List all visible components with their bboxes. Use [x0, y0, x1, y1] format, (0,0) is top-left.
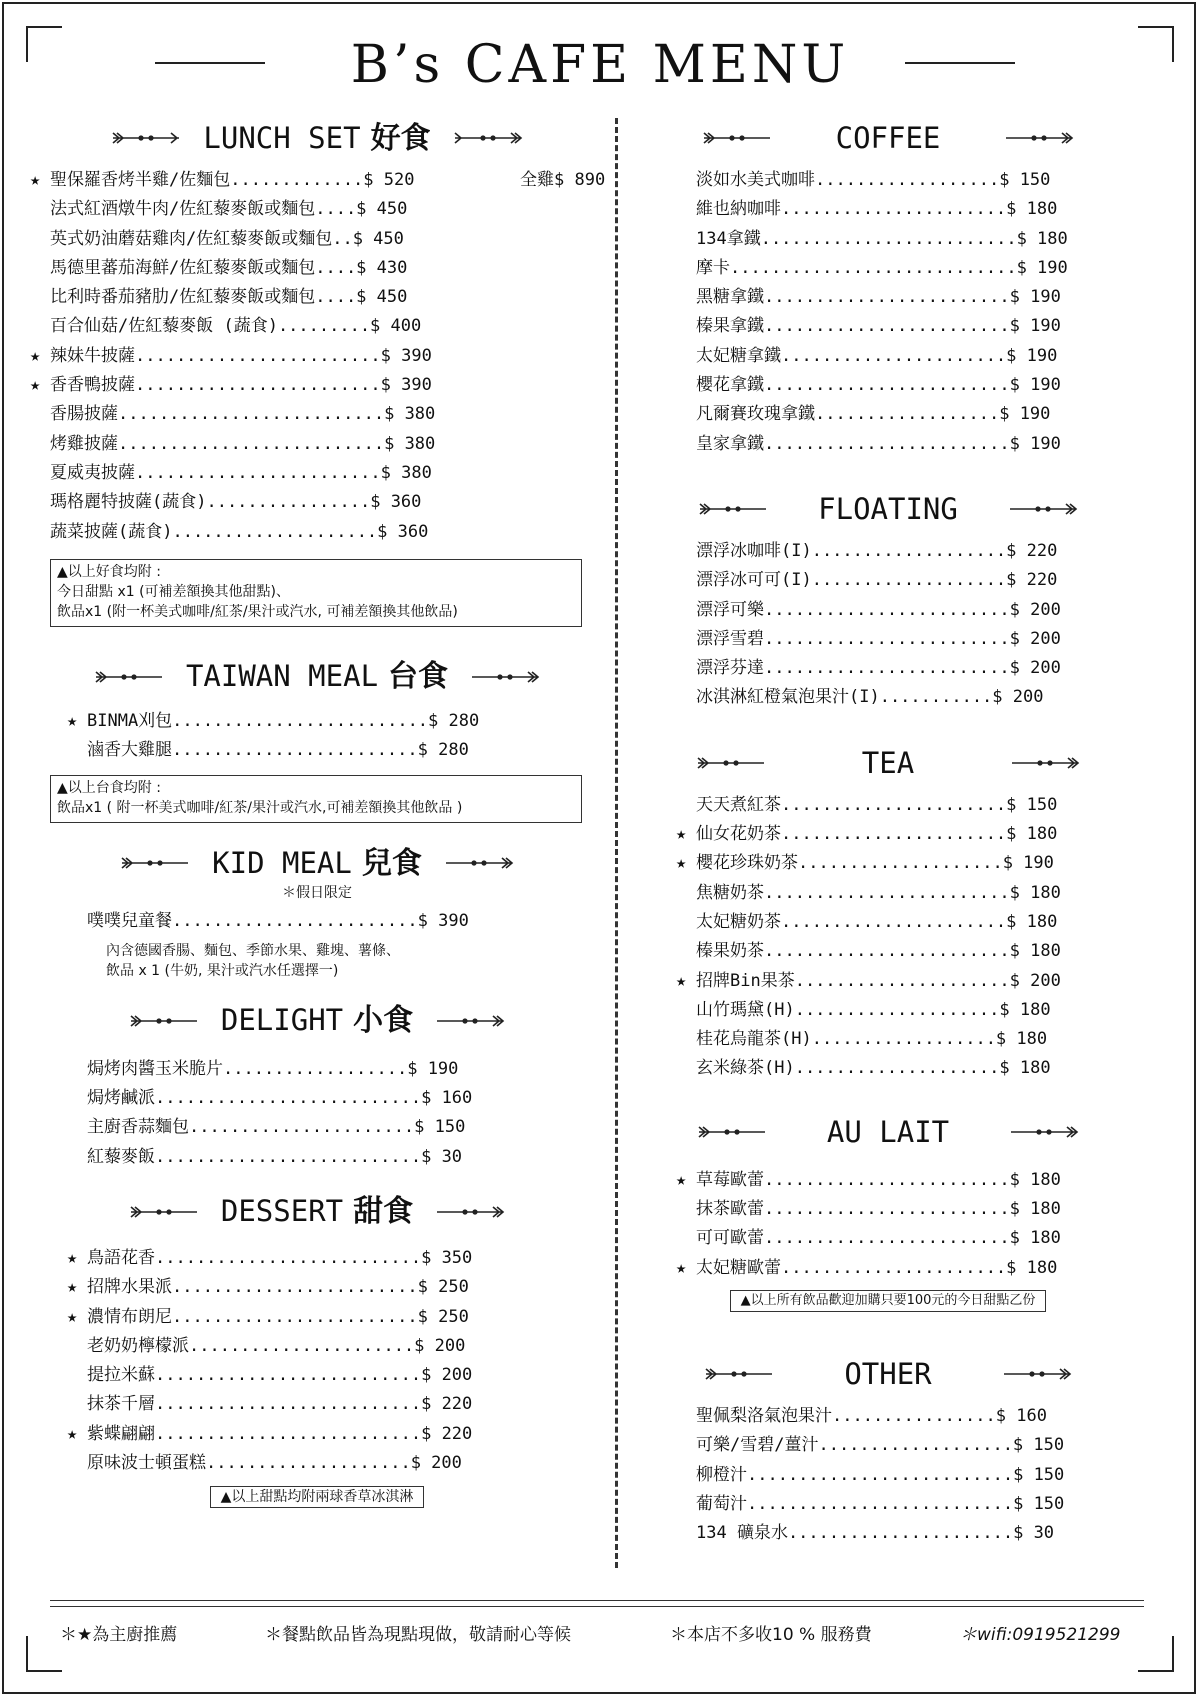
footer-made-to-order-note: ＊餐點飲品皆為現點現做，敬請耐心等候 [265, 1625, 571, 1645]
item-list [696, 166, 1108, 459]
menu-item [696, 371, 1108, 400]
menu-item-text: 134 礦泉水......................$ 30 [696, 1523, 1055, 1544]
note-line: 飲品x1 (附一杯美式咖啡/紅茶/果汁或汽水, 可補差額換其他飲品) [57, 603, 458, 620]
menu-item-text: 滷香大雞腿........................$ 280 [87, 740, 469, 761]
menu-item [87, 1449, 602, 1478]
menu-item-text: 辣妹牛披薩........................$ 390 [50, 345, 432, 366]
menu-item-text: 抹茶千層..........................$ 220 [87, 1394, 473, 1415]
menu-item-text: 山竹瑪黛(H)....................$ 180 [696, 999, 1051, 1020]
menu-item-text: 英式奶油蘑菇雞肉/佐紅藜麥飯或麵包..$ 450 [50, 228, 404, 249]
menu-item [67, 1273, 602, 1302]
column-divider [615, 118, 618, 1568]
menu-item [67, 707, 602, 736]
arrow-ornament-icon [444, 856, 514, 870]
menu-item [696, 937, 1108, 966]
menu-item [696, 1461, 1108, 1490]
section-taiwan-meal [32, 649, 602, 824]
menu-item-text: 冰淇淋紅橙氣泡果汁(I)...........$ 200 [696, 687, 1044, 708]
menu-item [50, 518, 602, 547]
dessert-note-box: ▲以上甜點均附兩球香草冰淇淋 [210, 1486, 425, 1508]
menu-item [696, 879, 1108, 908]
description-line: 飲品 x 1 (牛奶, 果汁或汽水任選擇一) [106, 962, 339, 979]
arrow-ornament-icon [696, 756, 766, 770]
menu-item [696, 537, 1108, 566]
arrow-ornament-icon [435, 1205, 505, 1219]
menu-item-text: 漂浮冰可可(I)...................$ 220 [696, 570, 1058, 591]
section-title: LUNCH SET 好食 [203, 120, 431, 156]
footer-chef-note: ＊★為主廚推薦 [60, 1625, 178, 1645]
arrow-ornament-icon [697, 1125, 767, 1139]
menu-item-text: 焗烤鹹派..........................$ 160 [87, 1088, 473, 1109]
menu-item [676, 967, 1108, 996]
menu-item-text: 提拉米蘇..........................$ 200 [87, 1365, 473, 1386]
menu-item [696, 1402, 1108, 1431]
menu-item-text: 蔬菜披薩(蔬食)....................$ 360 [50, 521, 429, 542]
note-line: ▲以上好食均附 : [57, 563, 161, 580]
menu-item [87, 736, 602, 765]
menu-item [676, 1166, 1108, 1195]
menu-item [696, 430, 1108, 459]
menu-item [87, 1390, 602, 1419]
drink-note-wrap [668, 1289, 1108, 1312]
note-line: ▲以上台食均附 : [57, 780, 161, 797]
menu-item [87, 1113, 602, 1142]
menu-item-text: 香香鴨披薩........................$ 390 [50, 375, 432, 396]
menu-item-text: 聖佩梨洛氣泡果汁................$ 160 [696, 1405, 1047, 1426]
right-column [668, 110, 1108, 1548]
star-icon: ★ [676, 970, 687, 991]
menu-item-text: 玄米綠茶(H)....................$ 180 [696, 1058, 1051, 1079]
menu-item [696, 1224, 1108, 1253]
section-title: COFFEE [835, 121, 941, 155]
section-header [668, 1104, 1108, 1160]
menu-item-text: 凡爾賽玫瑰拿鐵..................$ 190 [696, 404, 1051, 425]
section-header [668, 1346, 1108, 1402]
corner-ornament [26, 1636, 62, 1672]
section-header [668, 481, 1108, 537]
section-delight [32, 993, 602, 1172]
menu-item-text: 櫻花拿鐵........................$ 190 [696, 375, 1061, 396]
menu-item [50, 195, 602, 224]
menu-item [30, 166, 606, 195]
section-header [32, 110, 602, 166]
menu-item [50, 225, 602, 254]
holiday-only-note: ＊假日限定 [282, 885, 352, 902]
arrow-ornament-icon [453, 131, 523, 145]
menu-item-text: 漂浮可樂........................$ 200 [696, 599, 1061, 620]
menu-item-text: 百合仙菇/佐紅藜麥飯 (蔬食).........$ 400 [50, 316, 422, 337]
menu-item-text: 草莓歐蕾........................$ 180 [696, 1169, 1061, 1190]
arrow-ornament-icon [1004, 131, 1074, 145]
menu-item-text: 可可歐蕾........................$ 180 [696, 1228, 1061, 1249]
menu-item [676, 1254, 1108, 1283]
menu-item-text: BINMA刈包.........................$ 280 [87, 710, 480, 731]
menu-item-text: 烤雞披薩..........................$ 380 [50, 433, 436, 454]
menu-item [696, 683, 1108, 712]
item-list [87, 1055, 602, 1172]
item-list [676, 791, 1108, 1084]
menu-item-text: 淡如水美式咖啡..................$ 150 [696, 170, 1051, 190]
item-list [67, 707, 602, 766]
menu-item [87, 1332, 602, 1361]
arrow-ornament-icon [129, 1205, 199, 1219]
item-list [67, 1244, 602, 1478]
menu-item-text: 香腸披薩..........................$ 380 [50, 404, 436, 425]
section-title: AU LAIT [826, 1114, 950, 1149]
menu-item-text: 榛果拿鐵........................$ 190 [696, 316, 1061, 337]
menu-item [696, 225, 1108, 254]
menu-item [50, 400, 602, 429]
left-column [30, 110, 606, 1508]
section-title: TAIWAN MEAL 台食 [185, 659, 449, 695]
menu-item [696, 1431, 1108, 1460]
section-title: OTHER [844, 1356, 932, 1391]
arrow-ornament-icon [120, 856, 190, 870]
menu-item [696, 654, 1108, 683]
menu-item [676, 820, 1108, 849]
menu-item-text: 法式紅酒燉牛肉/佐紅藜麥飯或麵包....$ 450 [50, 199, 408, 220]
note-line: 飲品x1 ( 附一杯美式咖啡/紅茶/果汁或汽水,可補差額換其他飲品 ) [57, 800, 463, 817]
menu-item-text: 抹茶歐蕾........................$ 180 [696, 1199, 1061, 1220]
arrow-ornament-icon [1008, 502, 1078, 516]
arrow-ornament-icon [1010, 756, 1080, 770]
section-header [668, 110, 1108, 166]
arrow-ornament-icon [94, 670, 164, 684]
star-icon: ★ [676, 824, 687, 845]
menu-item-text: 葡萄汁..........................$ 150 [696, 1493, 1065, 1514]
menu-item-text: 天天煮紅茶......................$ 150 [696, 794, 1058, 815]
menu-item-text: 瑪格麗特披薩(蔬食)................$ 360 [50, 492, 422, 513]
menu-item-text: 134拿鐵.........................$ 180 [696, 228, 1068, 249]
menu-item [696, 1490, 1108, 1519]
menu-item [696, 996, 1108, 1025]
arrow-ornament-icon [704, 1367, 774, 1381]
item-list [696, 1402, 1108, 1548]
menu-item [87, 1361, 602, 1390]
menu-item [67, 1420, 602, 1449]
menu-item [696, 342, 1108, 371]
menu-item-text: 比利時番茄豬肋/佐紅藜麥飯或麵包....$ 450 [50, 287, 408, 308]
arrow-ornament-icon [435, 1014, 505, 1028]
menu-item-text: 皇家拿鐵........................$ 190 [696, 433, 1061, 454]
menu-item [67, 1303, 602, 1332]
star-icon: ★ [30, 345, 41, 366]
star-icon: ★ [67, 1423, 78, 1444]
section-title: KID MEAL 兒食 [212, 845, 422, 881]
menu-item-text: 焦糖奶茶........................$ 180 [696, 882, 1061, 903]
menu-item-text: 摩卡............................$ 190 [696, 257, 1068, 278]
menu-item [696, 400, 1108, 429]
section-kid-meal [32, 835, 602, 980]
section-title: TEA [861, 745, 915, 780]
menu-item [50, 312, 602, 341]
section-coffee [668, 110, 1108, 459]
menu-item [696, 195, 1108, 224]
section-floating [668, 481, 1108, 713]
menu-item [696, 283, 1108, 312]
menu-item-text: 招牌水果派........................$ 250 [87, 1277, 469, 1298]
menu-item [87, 1143, 602, 1172]
title-area [0, 32, 1200, 98]
section-header [668, 735, 1108, 791]
menu-item-text: 鳥語花香..........................$ 350 [87, 1247, 473, 1268]
item-list [676, 1166, 1108, 1283]
arrow-ornament-icon [129, 1014, 199, 1028]
menu-item-text: 桂花烏龍茶(H)..................$ 180 [696, 1029, 1048, 1050]
dessert-note-wrap [32, 1486, 602, 1508]
menu-item [50, 254, 602, 283]
menu-item [696, 908, 1108, 937]
section-other [668, 1346, 1108, 1548]
star-icon: ★ [30, 375, 41, 396]
menu-item-text: 可樂/雪碧/薑汁...................$ 150 [696, 1435, 1065, 1456]
menu-item-text: 漂浮雪碧........................$ 200 [696, 628, 1061, 649]
menu-item [50, 488, 602, 517]
arrow-ornament-icon [702, 131, 772, 145]
menu-item [87, 1084, 602, 1113]
menu-item-text: 紅藜麥飯..........................$ 30 [87, 1146, 463, 1167]
menu-item-text: 太妃糖奶茶......................$ 180 [696, 911, 1058, 932]
menu-item-text: 黑糖拿鐵........................$ 190 [696, 287, 1061, 308]
menu-item-text: 原味波士頓蛋糕....................$ 200 [87, 1453, 462, 1474]
menu-item [87, 907, 602, 936]
menu-item-text: 老奶奶檸檬派......................$ 200 [87, 1335, 466, 1356]
menu-item [696, 312, 1108, 341]
star-icon: ★ [676, 1257, 687, 1278]
menu-item [676, 849, 1108, 878]
star-icon: ★ [67, 1247, 78, 1268]
menu-item-text: 榛果奶茶........................$ 180 [696, 941, 1061, 962]
menu-item [87, 1055, 602, 1084]
menu-item [50, 283, 602, 312]
menu-item [696, 254, 1108, 283]
star-icon: ★ [67, 1306, 78, 1327]
menu-item [696, 166, 1108, 195]
menu-title: B’s CAFE MENU [350, 35, 850, 95]
description-line: 內含德國香腸、麵包、季節水果、雞塊、薯條、 [106, 942, 400, 959]
menu-item-text: 漂浮芬達........................$ 200 [696, 658, 1061, 679]
section-title: DESSERT 甜食 [220, 1194, 414, 1230]
menu-item [696, 566, 1108, 595]
menu-item [67, 1244, 602, 1273]
footer-rule [50, 1606, 1144, 1607]
kid-meal-description [106, 941, 602, 981]
note-line: 今日甜點 x1 (可補差額換其他甜點)、 [57, 583, 291, 600]
menu-item-text: 馬德里蕃茄海鮮/佐紅藜麥飯或麵包....$ 430 [50, 257, 408, 278]
menu-item-extra-price: 全雞$ 890 [520, 170, 606, 190]
menu-item-text: 維也納咖啡......................$ 180 [696, 199, 1058, 220]
arrow-ornament-icon [470, 670, 540, 684]
taiwan-note-box [50, 775, 582, 823]
menu-item-text: 紫蝶翩翩..........................$ 220 [87, 1423, 473, 1444]
arrow-ornament-icon [1002, 1367, 1072, 1381]
menu-item-text: 櫻花珍珠奶茶....................$ 190 [696, 853, 1054, 874]
section-header [32, 993, 602, 1049]
drink-note-box: ▲以上所有飲品歡迎加購只要100元的今日甜點乙份 [730, 1290, 1047, 1312]
footer-service-note: ＊本店不多收10 % 服務費 [670, 1625, 872, 1645]
menu-item [50, 459, 602, 488]
menu-item [30, 342, 602, 371]
star-icon: ★ [676, 853, 687, 874]
menu-item [696, 791, 1108, 820]
menu-item-text: 柳橙汁..........................$ 150 [696, 1464, 1065, 1485]
footer-wifi: ＊wifi:0919521299 [960, 1625, 1121, 1645]
lunch-note-box [50, 559, 582, 627]
menu-item [696, 625, 1108, 654]
section-au-lait [668, 1104, 1108, 1312]
menu-item [50, 430, 602, 459]
item-list [87, 907, 602, 936]
section-lunch-set [30, 110, 606, 627]
arrow-ornament-icon [1009, 1125, 1079, 1139]
section-header [32, 1184, 602, 1240]
footer [60, 1620, 1150, 1650]
menu-item-text: 太妃糖歐蕾......................$ 180 [696, 1257, 1058, 1278]
star-icon: ★ [67, 1277, 78, 1298]
section-title: DELIGHT 小食 [220, 1003, 414, 1039]
menu-item-text: 濃情布朗尼........................$ 250 [87, 1306, 469, 1327]
menu-item [696, 596, 1108, 625]
star-icon: ★ [30, 170, 41, 190]
menu-item-text: 噗噗兒童餐........................$ 390 [87, 911, 469, 932]
item-list [696, 537, 1108, 713]
menu-item [696, 1054, 1108, 1083]
menu-item-text: 焗烤肉醬玉米脆片..................$ 190 [87, 1058, 459, 1079]
menu-item-text: 漂浮冰咖啡(I)...................$ 220 [696, 540, 1058, 561]
menu-item [696, 1519, 1108, 1548]
star-icon: ★ [67, 710, 78, 731]
menu-item-text: 聖保羅香烤半雞/佐麵包.............$ 520 [50, 170, 415, 190]
footer-rule [50, 1600, 1144, 1601]
menu-item-text: 夏威夷披薩........................$ 380 [50, 462, 432, 483]
menu-item-text: 主廚香蒜麵包......................$ 150 [87, 1117, 466, 1138]
section-dessert [32, 1184, 602, 1508]
menu-item [696, 1195, 1108, 1224]
menu-item-text: 仙女花奶茶......................$ 180 [696, 824, 1058, 845]
section-header [32, 649, 602, 705]
menu-item-text: 招牌Bin果茶.....................$ 200 [696, 970, 1061, 991]
arrow-ornament-icon [698, 502, 768, 516]
section-tea [668, 735, 1108, 1084]
menu-item [696, 1025, 1108, 1054]
arrow-ornament-icon [111, 131, 181, 145]
section-title: FLOATING [818, 491, 958, 526]
item-list [30, 166, 606, 547]
star-icon: ★ [676, 1169, 687, 1190]
menu-item [30, 371, 602, 400]
menu-item-text: 太妃糖拿鐵......................$ 190 [696, 345, 1058, 366]
